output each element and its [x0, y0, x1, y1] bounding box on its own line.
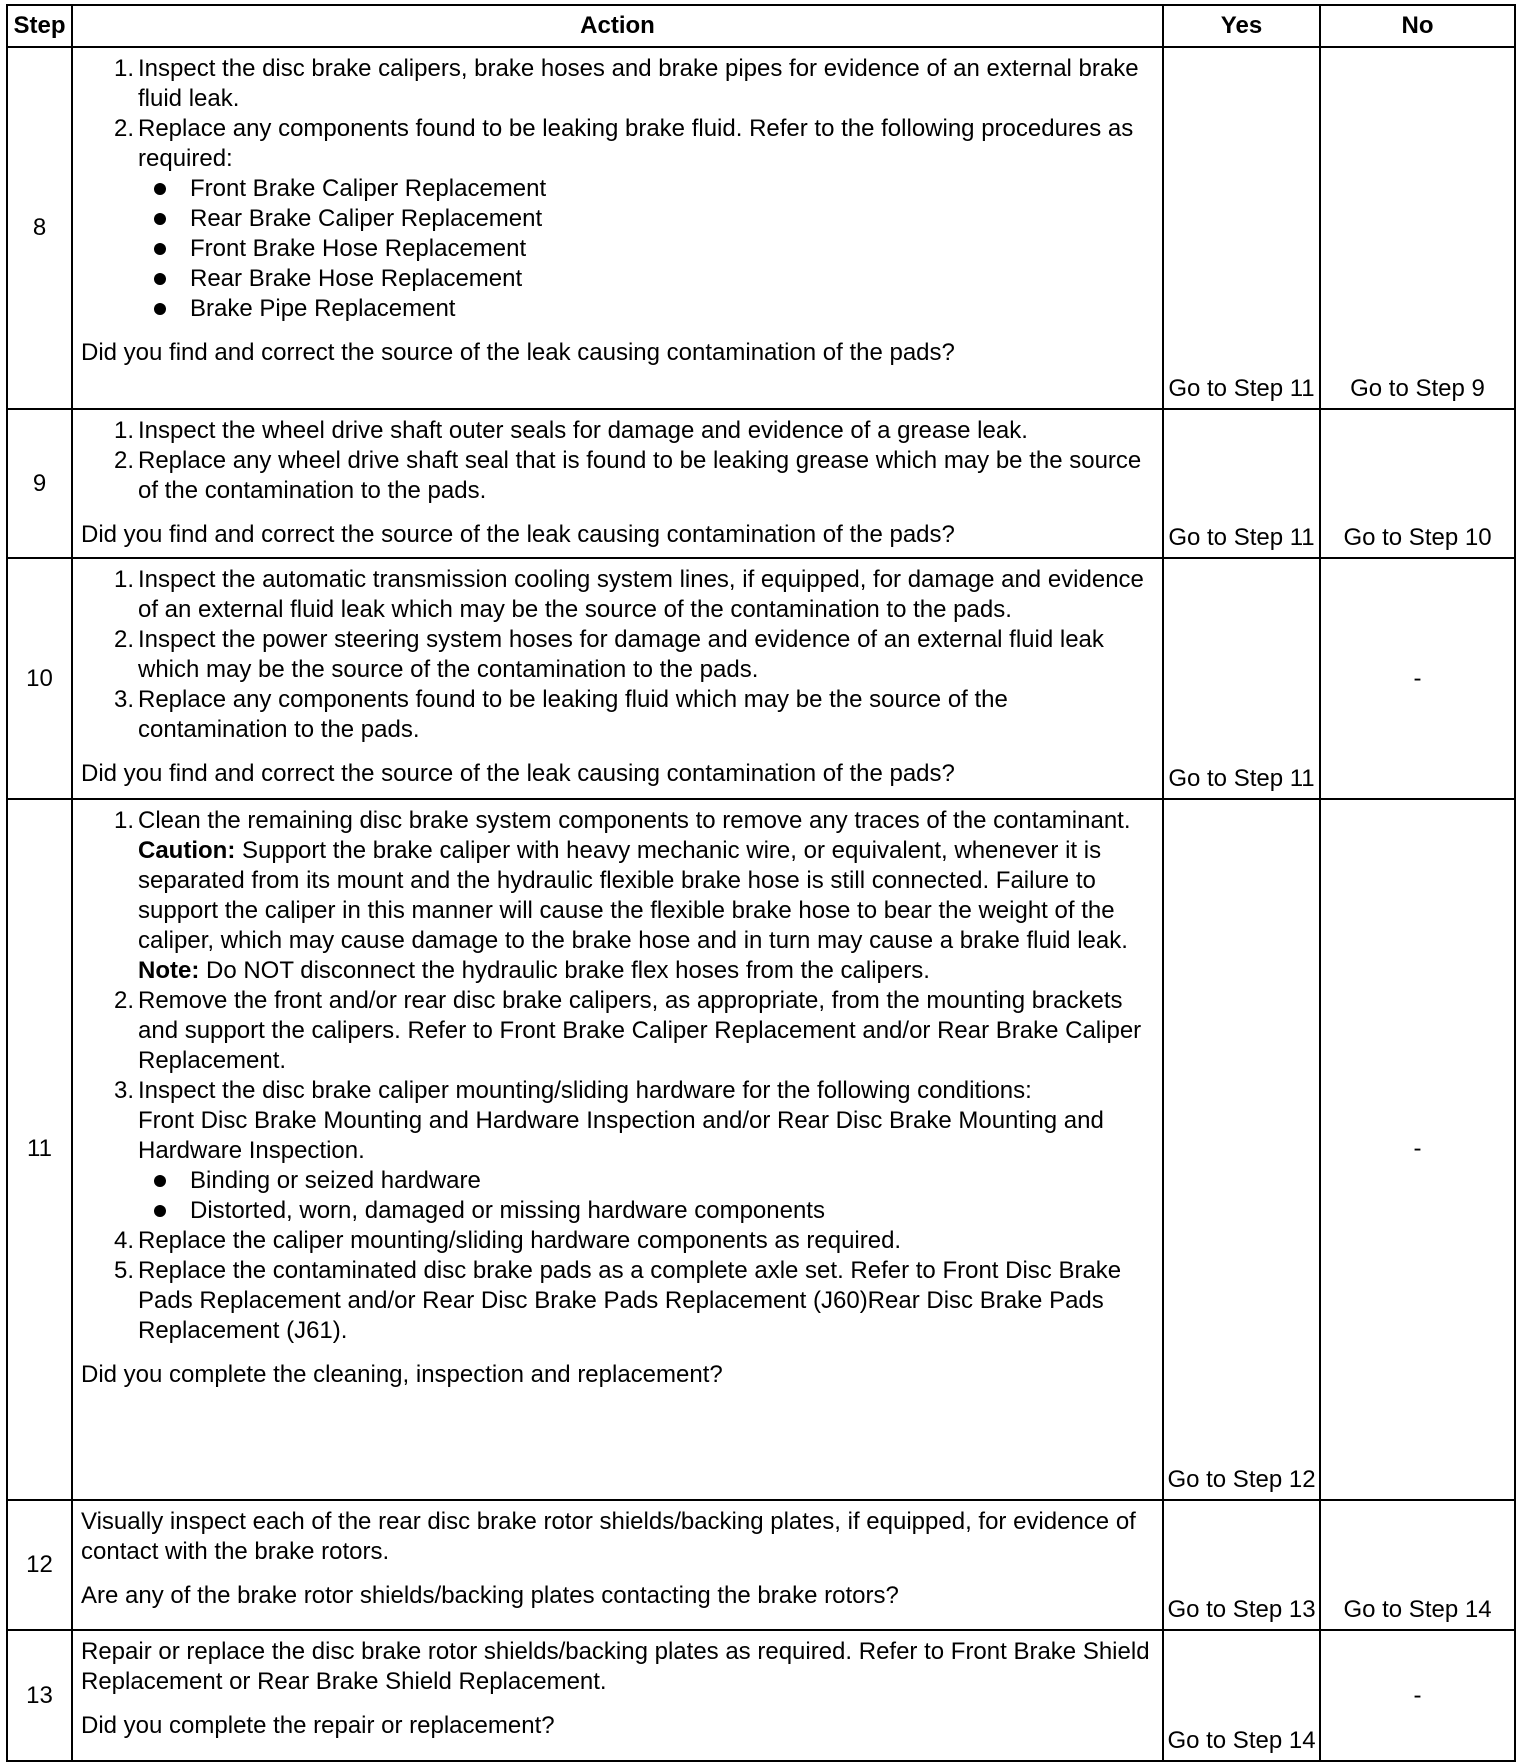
table-row	[7, 558, 1515, 799]
bullet-text: Brake Pipe Replacement	[190, 295, 456, 322]
caution-note	[138, 836, 1154, 956]
step-header: Step	[7, 5, 72, 47]
list-item	[81, 625, 1154, 685]
yes-cell: Go to Step 12	[1163, 799, 1320, 1499]
no-cell: -	[1320, 558, 1515, 799]
step-number: 11	[7, 799, 72, 1499]
item-text: Inspect the disc brake caliper mounting/sliding hardware for the following conditions:	[138, 1077, 1032, 1105]
bullet-text: Front Brake Caliper Replacement	[190, 175, 547, 202]
bullet-item	[138, 264, 1154, 294]
bullet-icon	[138, 1166, 190, 1196]
item-number: 2 .	[81, 986, 138, 1076]
item-number: 2 .	[81, 625, 138, 685]
step-number: 12	[7, 1500, 72, 1631]
bullet-item	[138, 294, 1154, 324]
item-number: 1 .	[81, 806, 138, 986]
item-number: 1 .	[81, 565, 138, 625]
item-text: Clean the remaining disc brake system components to remove any traces of the contaminant.	[138, 807, 1131, 835]
bullet-icon	[138, 174, 190, 204]
no-cell: Go to Step 10	[1320, 409, 1515, 558]
item-number: 2 .	[81, 114, 138, 324]
list-item	[81, 1256, 1154, 1346]
table-row	[7, 1630, 1515, 1761]
step-number: 13	[7, 1630, 72, 1761]
bullet-text: Binding or seized hardware	[190, 1167, 481, 1195]
item-text: Inspect the automatic transmission cooling system lines, if equipped, for damage and evidence of an external fluid leak which may be the source of the contamination to the pads.	[138, 566, 1144, 624]
bullet-item	[138, 1196, 1154, 1226]
bullet-item	[138, 234, 1154, 264]
list-item	[81, 1226, 1154, 1256]
bullet-icon	[138, 204, 190, 234]
item-text: Replace the caliper mounting/sliding hardware components as required.	[138, 1227, 902, 1255]
bullet-icon	[138, 1196, 190, 1226]
item-number: 5 .	[81, 1256, 138, 1346]
list-item	[81, 446, 1154, 506]
bullet-item	[138, 204, 1154, 234]
table-row	[7, 409, 1515, 558]
item-number: 2 .	[81, 446, 138, 506]
step-number: 10	[7, 558, 72, 799]
item-text: Replace the contaminated disc brake pads as a complete axle set. Refer to Front Disc Brake Pads Replacement and/or Rear Disc Brake Pads Replacement (J60)Rear Disc Brake Pads Replacement (J61).	[138, 1257, 1122, 1345]
table-row	[7, 47, 1515, 409]
step-number: 8	[7, 47, 72, 409]
yes-header: Yes	[1163, 5, 1320, 47]
caution-text: Support the brake caliper with heavy mechanic wire, or equivalent, whenever it is separated from its mount and the hydraulic flexible brake hose is still connected. Failure to support the caliper in this manner will cause the flexible brake hose to bear the weight of the caliper, which may cause damage to the brake hose and in turn may cause a brake fluid leak.	[138, 837, 1128, 955]
question-text: Are any of the brake rotor shields/backing plates contacting the brake rotors?	[81, 1581, 899, 1609]
question-text: Did you complete the cleaning, inspection and replacement?	[81, 1361, 723, 1389]
yes-cell: Go to Step 11	[1163, 47, 1320, 409]
no-cell: Go to Step 14	[1320, 1500, 1515, 1631]
list-item	[81, 54, 1154, 114]
list-item	[81, 416, 1154, 446]
item-number: 1 .	[81, 54, 138, 114]
header-row	[7, 5, 1515, 47]
action-cell	[72, 409, 1163, 558]
action-cell	[72, 558, 1163, 799]
item-text: Remove the front and/or rear disc brake calipers, as appropriate, from the mounting brackets and support the calipers. Refer to Front Brake Caliper Replacement and/or Rear Brake Caliper Replacement.	[138, 987, 1142, 1075]
item-text: Inspect the wheel drive shaft outer seals for damage and evidence of a grease leak.	[138, 417, 1028, 445]
note-text: Do NOT disconnect the hydraulic brake flex hoses from the calipers.	[206, 957, 930, 985]
list-item	[81, 986, 1154, 1076]
item-text: Replace any wheel drive shaft seal that is found to be leaking grease which may be the source of the contamination to the pads.	[138, 447, 1142, 505]
bullet-item	[138, 174, 1154, 204]
item-number: 3 .	[81, 685, 138, 745]
action-text: Repair or replace the disc brake rotor shields/backing plates as required. Refer to Front Brake Shield Replacement or Rear Brake Shield Replacement.	[81, 1638, 1150, 1696]
question-text: Did you find and correct the source of the leak causing contamination of the pads?	[81, 339, 955, 366]
bullet-text: Front Brake Hose Replacement	[190, 235, 527, 262]
no-cell: Go to Step 9	[1320, 47, 1515, 409]
item-number: 1 .	[81, 416, 138, 446]
bullet-icon	[138, 264, 190, 294]
bullet-icon	[138, 294, 190, 324]
item-reference: Front Disc Brake Mounting and Hardware Inspection and/or Rear Disc Brake Mounting and Hardware Inspection.	[138, 1107, 1104, 1165]
step-number: 9	[7, 409, 72, 558]
caution-label: Caution:	[138, 837, 236, 865]
yes-cell: Go to Step 11	[1163, 409, 1320, 558]
question-text: Did you find and correct the source of the leak causing contamination of the pads?	[81, 521, 955, 549]
action-header: Action	[72, 5, 1163, 47]
action-cell	[72, 1630, 1163, 1761]
bullet-text: Rear Brake Hose Replacement	[190, 265, 523, 292]
yes-cell: Go to Step 13	[1163, 1500, 1320, 1631]
list-item	[81, 806, 1154, 986]
table-row	[7, 1500, 1515, 1631]
bullet-item	[138, 1166, 1154, 1196]
list-item	[81, 114, 1154, 324]
no-cell: -	[1320, 799, 1515, 1499]
note	[138, 956, 1154, 986]
diagnostic-table	[6, 4, 1516, 1762]
note-label: Note:	[138, 957, 200, 985]
action-cell	[72, 1500, 1163, 1631]
action-cell	[72, 47, 1163, 409]
yes-cell: Go to Step 14	[1163, 1630, 1320, 1761]
item-number: 4 .	[81, 1226, 138, 1256]
question-text: Did you complete the repair or replacement?	[81, 1712, 555, 1740]
yes-cell: Go to Step 11	[1163, 558, 1320, 799]
item-text: Inspect the power steering system hoses for damage and evidence of an external fluid leak which may be the source of the contamination to the pads.	[138, 626, 1104, 684]
no-cell: -	[1320, 1630, 1515, 1761]
question-text: Did you find and correct the source of the leak causing contamination of the pads?	[81, 760, 955, 788]
bullet-text: Distorted, worn, damaged or missing hardware components	[190, 1197, 825, 1225]
no-header: No	[1320, 5, 1515, 47]
bullet-icon	[138, 234, 190, 264]
list-item	[81, 1076, 1154, 1226]
list-item	[81, 565, 1154, 625]
item-text: Inspect the disc brake calipers, brake hoses and brake pipes for evidence of an external brake fluid leak.	[138, 55, 1139, 112]
action-text: Visually inspect each of the rear disc brake rotor shields/backing plates, if equipped, for evidence of contact with the brake rotors.	[81, 1507, 1136, 1565]
item-text: Replace any components found to be leaking brake fluid. Refer to the following procedures as required:	[138, 115, 1134, 172]
item-text: Replace any components found to be leaking fluid which may be the source of the contamination to the pads.	[138, 686, 1008, 744]
item-number: 3 .	[81, 1076, 138, 1226]
table-row	[7, 799, 1515, 1499]
list-item	[81, 685, 1154, 745]
bullet-text: Rear Brake Caliper Replacement	[190, 205, 543, 232]
action-cell	[72, 799, 1163, 1499]
